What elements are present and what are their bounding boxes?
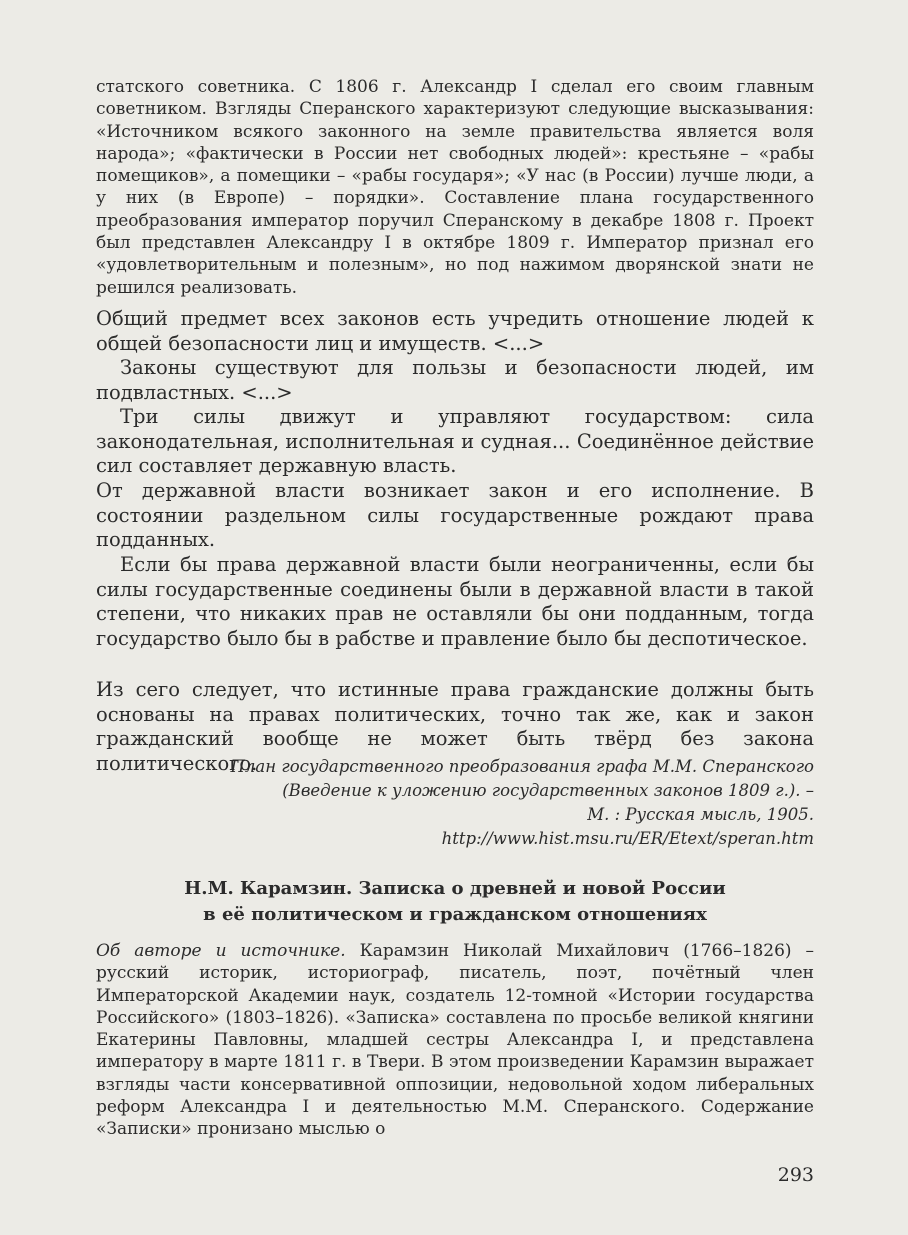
citation-link[interactable]: http://www.hist.msu.ru/ER/Etext/speran.htm	[441, 829, 814, 848]
quote-paragraph-6: Из сего следует, что истинные права гражданские должны быть основаны на правах политических, точно так же, как и закон гражданский вообще не может быть твёрд без закона политического.	[96, 678, 814, 775]
about-text: Карамзин Николай Михайлович (1766–1826) – русский историк, историограф, писатель, поэт, почётный член Императорской Академии наук, создатель 12-томной «Истории государства Российского» (1803–1826). «Записка» составлена по просьбе великой княгини Екатерины Павловны, младшей сестры Александра I, и представлена императору в марте 1811 г. в Твери. В этом произведении Карамзин выражает взгляды части консервативной оппозиции, недовольной ходом либеральных реформ Александра I и деятельностью М.М. Сперанского. Содержание «Записки» пронизано мыслью о	[96, 941, 815, 1140]
section-heading	[96, 876, 814, 928]
citation-title: План государственного преобразования графа М.М. Сперанского	[230, 757, 814, 776]
about-paragraph	[96, 940, 814, 1141]
quote-paragraph-1: Общий предмет всех законов есть учредить отношение людей к общей безопасности лиц и имуществ. <...>	[96, 307, 814, 355]
intro-paragraph: статского советника. С 1806 г. Александр I сделал его своим главным советником. Взгляды Сперанского характеризуют следующие высказывания: «Источником всякого законного на земле правительства является воля народа»; «фактически в России нет свободных людей»: крестьяне – «рабы помещиков», а помещики – «рабы государя»; «У нас (в России) лучше люди, а у них (в Европе) – порядки». Составление плана государственного преобразования император поручил Сперанскому в декабре 1808 г. Проект был представлен Александру I в октябре 1809 г. Император признал его «удовлетворительным и полезным», но под нажимом дворянской знати не решился реализовать.	[96, 77, 814, 298]
section-heading-line-2: в её политическом и гражданском отношениях	[203, 904, 707, 925]
quote-paragraph-2: Законы существуют для пользы и безопасности людей, им подвластных. <...>	[96, 356, 814, 404]
about-lead: Об авторе и источнике.	[96, 941, 346, 961]
quote-paragraph-4: От державной власти возникает закон и его исполнение. В состоянии раздельном силы государственные рождают права подданных.	[96, 479, 814, 552]
quote-paragraph-5: Если бы права державной власти были неограниченны, если бы силы государственные соединены были в державной власти в такой степени, что никаких прав не оставляли бы они подданным, тогда государство было бы в рабстве и правление было бы деспотическое.	[96, 553, 814, 650]
citation-publisher: М. : Русская мысль, 1905.	[587, 805, 814, 824]
quote-paragraph-3: Три силы движут и управляют государством: сила законодательная, исполнительная и судная... Соединённое действие сил составляет державную власть.	[96, 405, 814, 478]
page-number: 293	[777, 1164, 814, 1186]
citation-subtitle: (Введение к уложению государственных законов 1809 г.). –	[282, 781, 814, 800]
section-heading-line-1: Н.М. Карамзин. Записка о древней и новой России	[184, 878, 726, 899]
